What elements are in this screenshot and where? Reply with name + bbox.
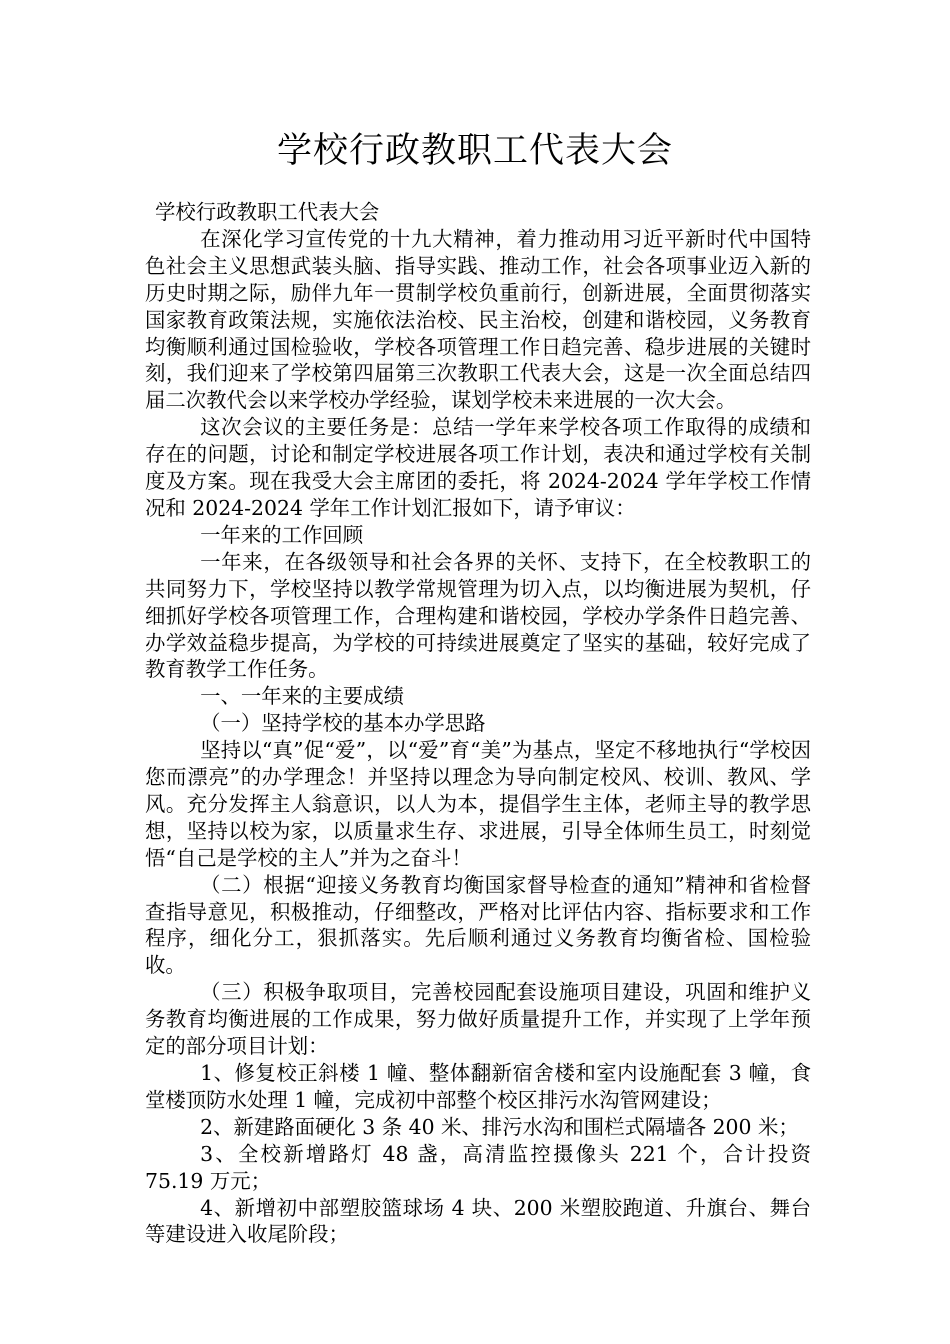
section-heading-review: 一年来的工作回顾 — [200, 522, 364, 547]
list-item-1: 1、修复校正斜楼 1 幢、整体翻新宿舍楼和室内设施配套 3 幢，食堂楼顶防水处理 1 幢，完成初中部整个校区排污水沟管网建设； — [145, 1061, 811, 1112]
paragraph-projects: （三）积极争取项目，完善校园配套设施项目建设，巩固和维护义务教育均衡进展的工作成果，努力做好质量提升工作，并实现了上学年预定的部分项目计划： — [145, 980, 811, 1059]
paragraph-inspection: （二）根据“迎接义务教育均衡国家督导检查的通知”精神和省检督查指导意见，积极推动，仔细整改，严格对比评估内容、指标要求和工作程序，细化分工，狠抓落实。先后顺利通过义务教育均衡省检、国检验收。 — [145, 872, 811, 978]
document-subtitle: 学校行政教职工代表大会 — [155, 200, 380, 224]
list-item-4: 4、新增初中部塑胶篮球场 4 块、200 米塑胶跑道、升旗台、舞台等建设进入收尾阶段； — [145, 1195, 811, 1247]
list-item-3: 3、全校新增路灯 48 盏，高清监控摄像头 221 个，合计投资 75.19 万元； — [145, 1141, 811, 1193]
list-item-2: 2、新建路面硬化 3 条 40 米、排污水沟和围栏式隔墙各 200 米； — [200, 1114, 799, 1139]
paragraph-meeting-tasks: 这次会议的主要任务是：总结一学年来学校各项工作取得的成绩和存在的问题，讨论和制定学校进展各项工作计划，表决和通过学校有关制度及方案。现在我受大会主席团的委托，将 2024-2024 学年学校工作情况和 2024-2024 学年工作计划汇报如下，请予审议： — [145, 415, 811, 520]
section-heading-achievements: 一、一年来的主要成绩 — [200, 684, 404, 709]
paragraph-review: 一年来，在各级领导和社会各界的关怀、支持下，在全校教职工的共同努力下，学校坚持以教学常规管理为切入点，以均衡进展为契机，仔细抓好学校各项管理工作，合理构建和谐校园，学校办学条件日趋完善、办学效益稳步提高，为学校的可持续进展奠定了坚实的基础，较好完成了教育教学工作任务。 — [145, 549, 811, 682]
subsection-heading-1: （一）坚持学校的基本办学思路 — [200, 711, 486, 736]
document-body — [145, 199, 811, 1248]
document-title: 学校行政教职工代表大会 — [276, 131, 673, 171]
paragraph-school-philosophy: 坚持以“真”促“爱”，以“爱”育“美”为基点，坚定不移地执行“学校因您而漂亮”的办学理念！并坚持以理念为导向制定校风、校训、教风、学风。充分发挥主人翁意识，以人为本，提倡学生主体，老师主导的教学思想，坚持以校为家，以质量求生存、求进展，引导全体师生员工，时刻觉悟“自己是学校的主人”并为之奋斗！ — [145, 738, 811, 870]
paragraph-intro: 在深化学习宣传党的十九大精神，着力推动用习近平新时代中国特色社会主义思想武装头脑、指导实践、推动工作，社会各项事业迈入新的历史时期之际，励伴九年一贯制学校负重前行，创新进展，全面贯彻落实国家教育政策法规，实施依法治校、民主治校，创建和谐校园，义务教育均衡顺利通过国检验收，学校各项管理工作日趋完善、稳步进展的关键时刻，我们迎来了学校第四届第三次教职工代表大会，这是一次全面总结四届二次教代会以来学校办学经验，谋划学校未来进展的一次大会。 — [145, 226, 811, 413]
